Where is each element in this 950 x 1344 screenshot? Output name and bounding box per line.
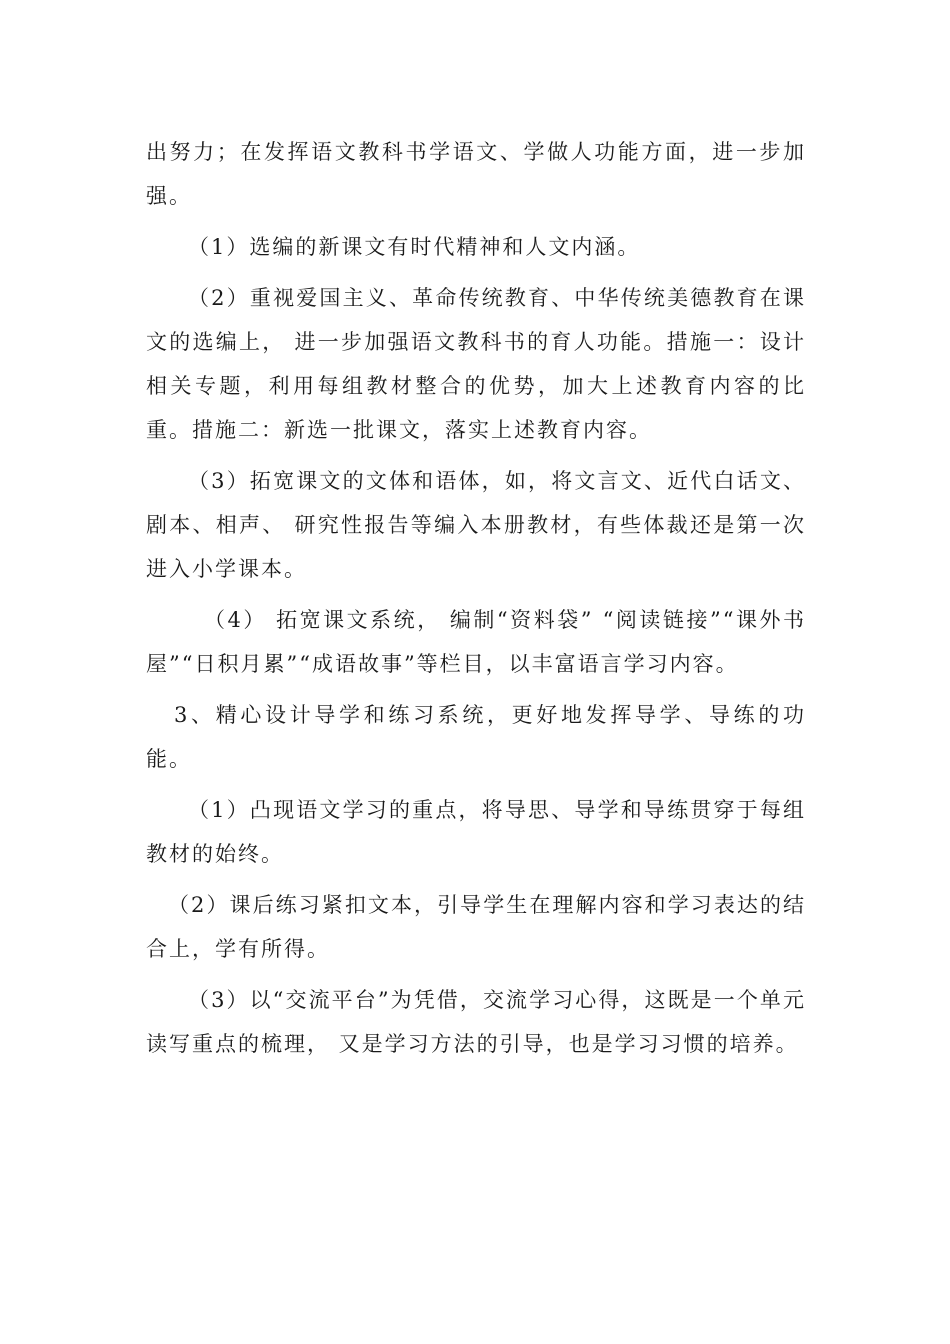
paragraph-item-4: （4） 拓宽课文系统， 编制“资料袋” “阅读链接”“课外书屋”“日积月累”“成语故事”等栏目，以丰富语言学习内容。 (146, 608, 806, 676)
paragraph-item-1: （1）选编的新课文有时代精神和人文内涵。 (188, 235, 641, 259)
paragraph-item-2: （2）重视爱国主义、革命传统教育、中华传统美德教育在课文的选编上， 进一步加强语文教科书的育人功能。措施一：设计相关专题，利用每组教材整合的优势，加大上述教育内容的比重。措施二：新选一批课文，落实上述教育内容。 (146, 286, 806, 442)
paragraph-section-3-item-1: （1）凸现语文学习的重点，将导思、导学和导练贯穿于每组教材的始终。 (146, 798, 806, 866)
paragraph-section-3-item-3: （3）以“交流平台”为凭借，交流学习心得，这既是一个单元读写重点的梳理， 又是学习方法的引导，也是学习习惯的培养。 (146, 988, 806, 1056)
paragraph-item-3: （3）拓宽课文的文体和语体，如，将文言文、近代白话文、剧本、相声、 研究性报告等编入本册教材，有些体裁还是第一次进入小学课本。 (146, 469, 806, 581)
paragraph-continuation: 出努力；在发挥语文教科书学语文、学做人功能方面，进一步加强。 (146, 140, 806, 208)
document-body (146, 130, 806, 1073)
paragraph-section-3: 3、精心设计导学和练习系统，更好地发挥导学、导练的功能。 (146, 703, 806, 771)
paragraph-section-3-item-2: （2）课后练习紧扣文本，引导学生在理解内容和学习表达的结合上，学有所得。 (146, 893, 806, 961)
